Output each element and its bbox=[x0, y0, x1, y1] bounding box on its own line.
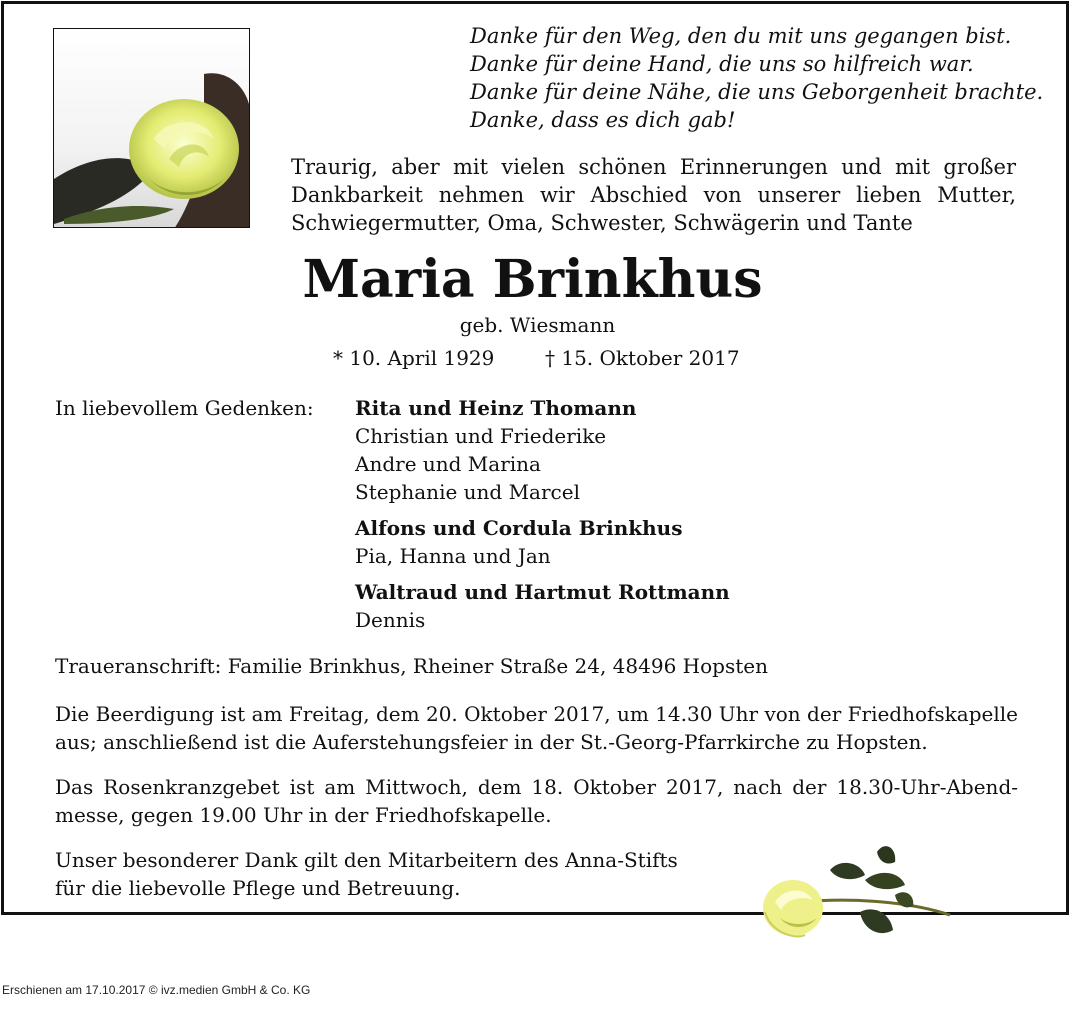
mourner-group bbox=[355, 394, 730, 506]
poem-line: Danke, dass es dich gab! bbox=[470, 108, 736, 132]
mourner-line: Andre und Marina bbox=[355, 452, 541, 476]
life-dates bbox=[333, 344, 740, 372]
burial-text: Die Beerdigung ist am Freitag, dem 20. Oktober 2017, um 14.30 Uhr von der Friedhofskapelle aus; anschließend ist die Auferstehungsfeier in der St.-Georg-Pfarrkirche zu Hopsten. bbox=[55, 702, 1018, 754]
poem bbox=[470, 22, 1043, 134]
poem-line: Danke für den Weg, den du mit uns gegangen bist. bbox=[470, 24, 1012, 48]
mourner-group-head: Rita und Heinz Thomann bbox=[355, 396, 637, 420]
thanks-text: Unser besonderer Dank gilt den Mitarbeitern des Anna-Stifts für die liebevolle Pflege und Betreuung. bbox=[55, 848, 678, 900]
mourner-group-head: Waltraud und Hartmut Rottmann bbox=[355, 580, 730, 604]
poem-line: Danke für deine Nähe, die uns Geborgenheit brachte. bbox=[470, 80, 1044, 104]
mourners-list bbox=[355, 394, 730, 642]
rose-illustration bbox=[745, 840, 965, 945]
mourner-group-head: Alfons und Cordula Brinkhus bbox=[355, 516, 683, 540]
rosary-text: Das Rosenkranzgebet ist am Mittwoch, dem 18. Oktober 2017, nach der 18.30-Uhr-Abend-messe, gegen 19.00 Uhr in der Friedhofskapelle. bbox=[55, 775, 1018, 827]
mourner-group bbox=[355, 514, 730, 570]
mourner-line: Pia, Hanna und Jan bbox=[355, 544, 551, 568]
mourner-group bbox=[355, 578, 730, 634]
deceased-name-text: Maria Brinkhus bbox=[302, 249, 763, 310]
poem-line: Danke für deine Hand, die uns so hilfreich war. bbox=[470, 52, 974, 76]
footer-credit: Erschienen am 17.10.2017 © ivz.medien GmbH & Co. KG bbox=[2, 983, 311, 997]
death-date: † 15. Oktober 2017 bbox=[545, 346, 740, 370]
mourner-line: Dennis bbox=[355, 608, 426, 632]
mourner-line: Stephanie und Marcel bbox=[355, 480, 580, 504]
gedenken-label: In liebevollem Gedenken: bbox=[55, 396, 314, 420]
born-name: geb. Wiesmann bbox=[459, 313, 616, 337]
mourner-line: Christian und Friederike bbox=[355, 424, 607, 448]
rose-photo bbox=[53, 28, 250, 228]
intro-text: Traurig, aber mit vielen schönen Erinnerungen und mit großer Dankbarkeit nehmen wir Abschied von unserer lieben Mutter, Schwiegermutter, Oma, Schwester, Schwägerin und Tante bbox=[291, 155, 1016, 235]
address-text: Traueranschrift: Familie Brinkhus, Rheiner Straße 24, 48496 Hopsten bbox=[55, 654, 768, 678]
birth-date: * 10. April 1929 bbox=[333, 346, 495, 370]
deceased-name bbox=[0, 248, 1075, 312]
